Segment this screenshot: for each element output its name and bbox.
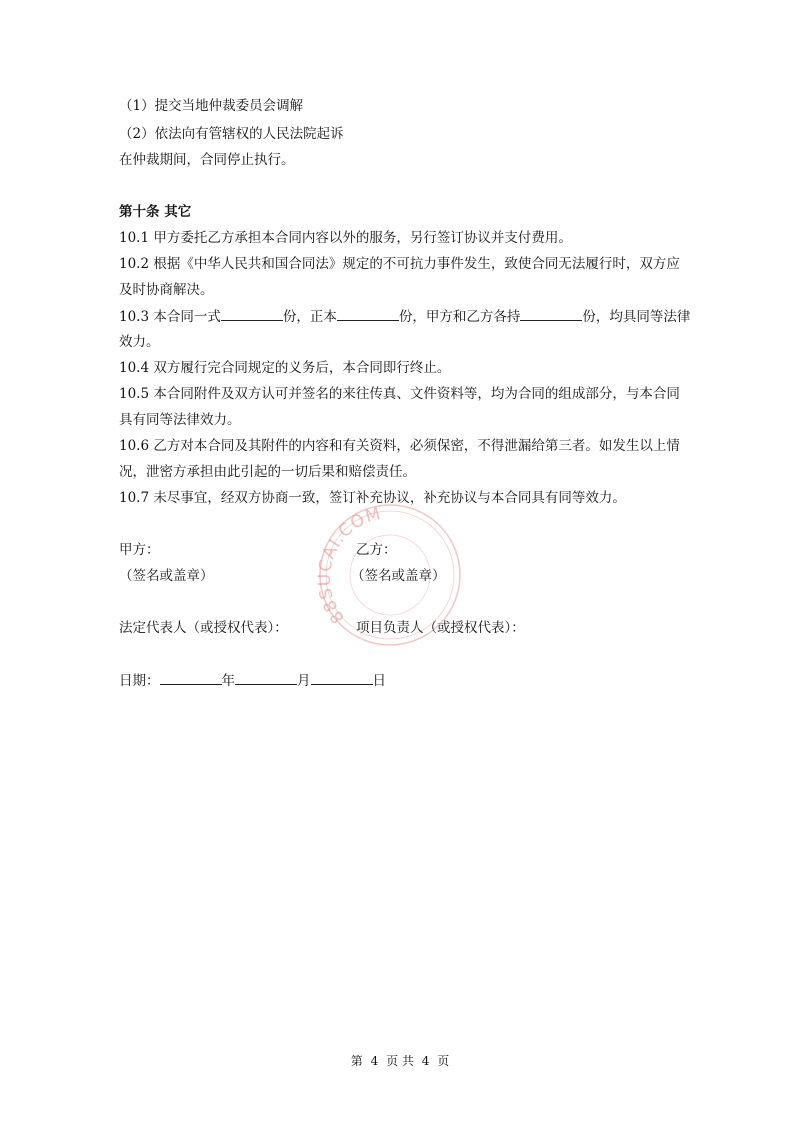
clause-10-3-text-2: 份，正本 — [282, 309, 337, 325]
clause-10-3-text-3: 份，甲方和乙方各持 — [398, 309, 521, 325]
legal-representative-label: 法定代表人（或授权代表）： — [119, 620, 288, 636]
clause-10-3-line2: 效力。 — [119, 334, 160, 350]
clause-10-3-text-4: 份，均具同等法律 — [582, 309, 691, 325]
clause-10-3-text-1: 10.3 本合同一式 — [119, 309, 221, 325]
arbitration-option-2: （2）依法向有管辖权的人民法院起诉 — [119, 126, 344, 142]
month-blank[interactable] — [235, 670, 297, 685]
footer-mid: 页 共 — [386, 1054, 414, 1068]
day-label: 日 — [372, 673, 386, 689]
clause-10-6-line1: 10.6 乙方对本合同及其附件的内容和有关资料，必须保密，不得泄漏给第三者。如发生以上情 — [119, 438, 680, 454]
clause-10-2-line1: 10.2 根据《中华人民共和国合同法》规定的不可抗力事件发生，致使合同无法履行时，双方应 — [119, 256, 680, 272]
each-party-copies-blank[interactable] — [520, 306, 582, 321]
party-a-label: 甲方： — [119, 542, 160, 558]
watermark-text: 88SUCAI.COM — [315, 503, 384, 628]
party-a-sign-hint: （签名或盖章） — [119, 568, 214, 584]
clause-10-4: 10.4 双方履行完合同规定的义务后，本合同即行终止。 — [119, 360, 451, 376]
date-line — [119, 670, 386, 691]
month-label: 月 — [297, 673, 311, 689]
originals-blank[interactable] — [337, 306, 399, 321]
page-number: 4 — [370, 1054, 379, 1068]
arbitration-note: 在仲裁期间，合同停止执行。 — [119, 152, 295, 168]
footer-prefix: 第 — [350, 1054, 363, 1068]
clause-10-1: 10.1 甲方委托乙方承担本合同内容以外的服务，另行签订协议并支付费用。 — [119, 230, 572, 246]
total-pages: 4 — [421, 1054, 430, 1068]
clause-10-5-line1: 10.5 本合同附件及双方认可并签名的来往传真、文件资料等，均为合同的组成部分，与本合同 — [119, 386, 680, 402]
arbitration-option-1: （1）提交当地仲裁委员会调解 — [119, 98, 304, 114]
year-blank[interactable] — [160, 670, 222, 685]
party-b-label: 乙方： — [356, 542, 397, 558]
year-label: 年 — [221, 673, 235, 689]
page-footer — [0, 1052, 800, 1069]
clause-10-7: 10.7 未尽事宜，经双方协商一致，签订补充协议，补充协议与本合同具有同等效力。 — [119, 490, 626, 506]
footer-suffix: 页 — [437, 1054, 450, 1068]
day-blank[interactable] — [311, 670, 373, 685]
party-b-sign-hint: （签名或盖章） — [351, 568, 446, 584]
project-lead-label: 项目负责人（或授权代表）： — [356, 620, 525, 636]
article-10-heading: 第十条 其它 — [119, 204, 192, 220]
clause-10-5-line2: 具有同等法律效力。 — [119, 412, 241, 428]
date-label: 日期： — [119, 673, 160, 689]
copies-total-blank[interactable] — [221, 306, 283, 321]
clause-10-6-line2: 况，泄密方承担由此引起的一切后果和赔偿责任。 — [119, 464, 416, 480]
clause-10-2-line2: 及时协商解决。 — [119, 282, 214, 298]
clause-10-3-line1 — [119, 306, 690, 327]
